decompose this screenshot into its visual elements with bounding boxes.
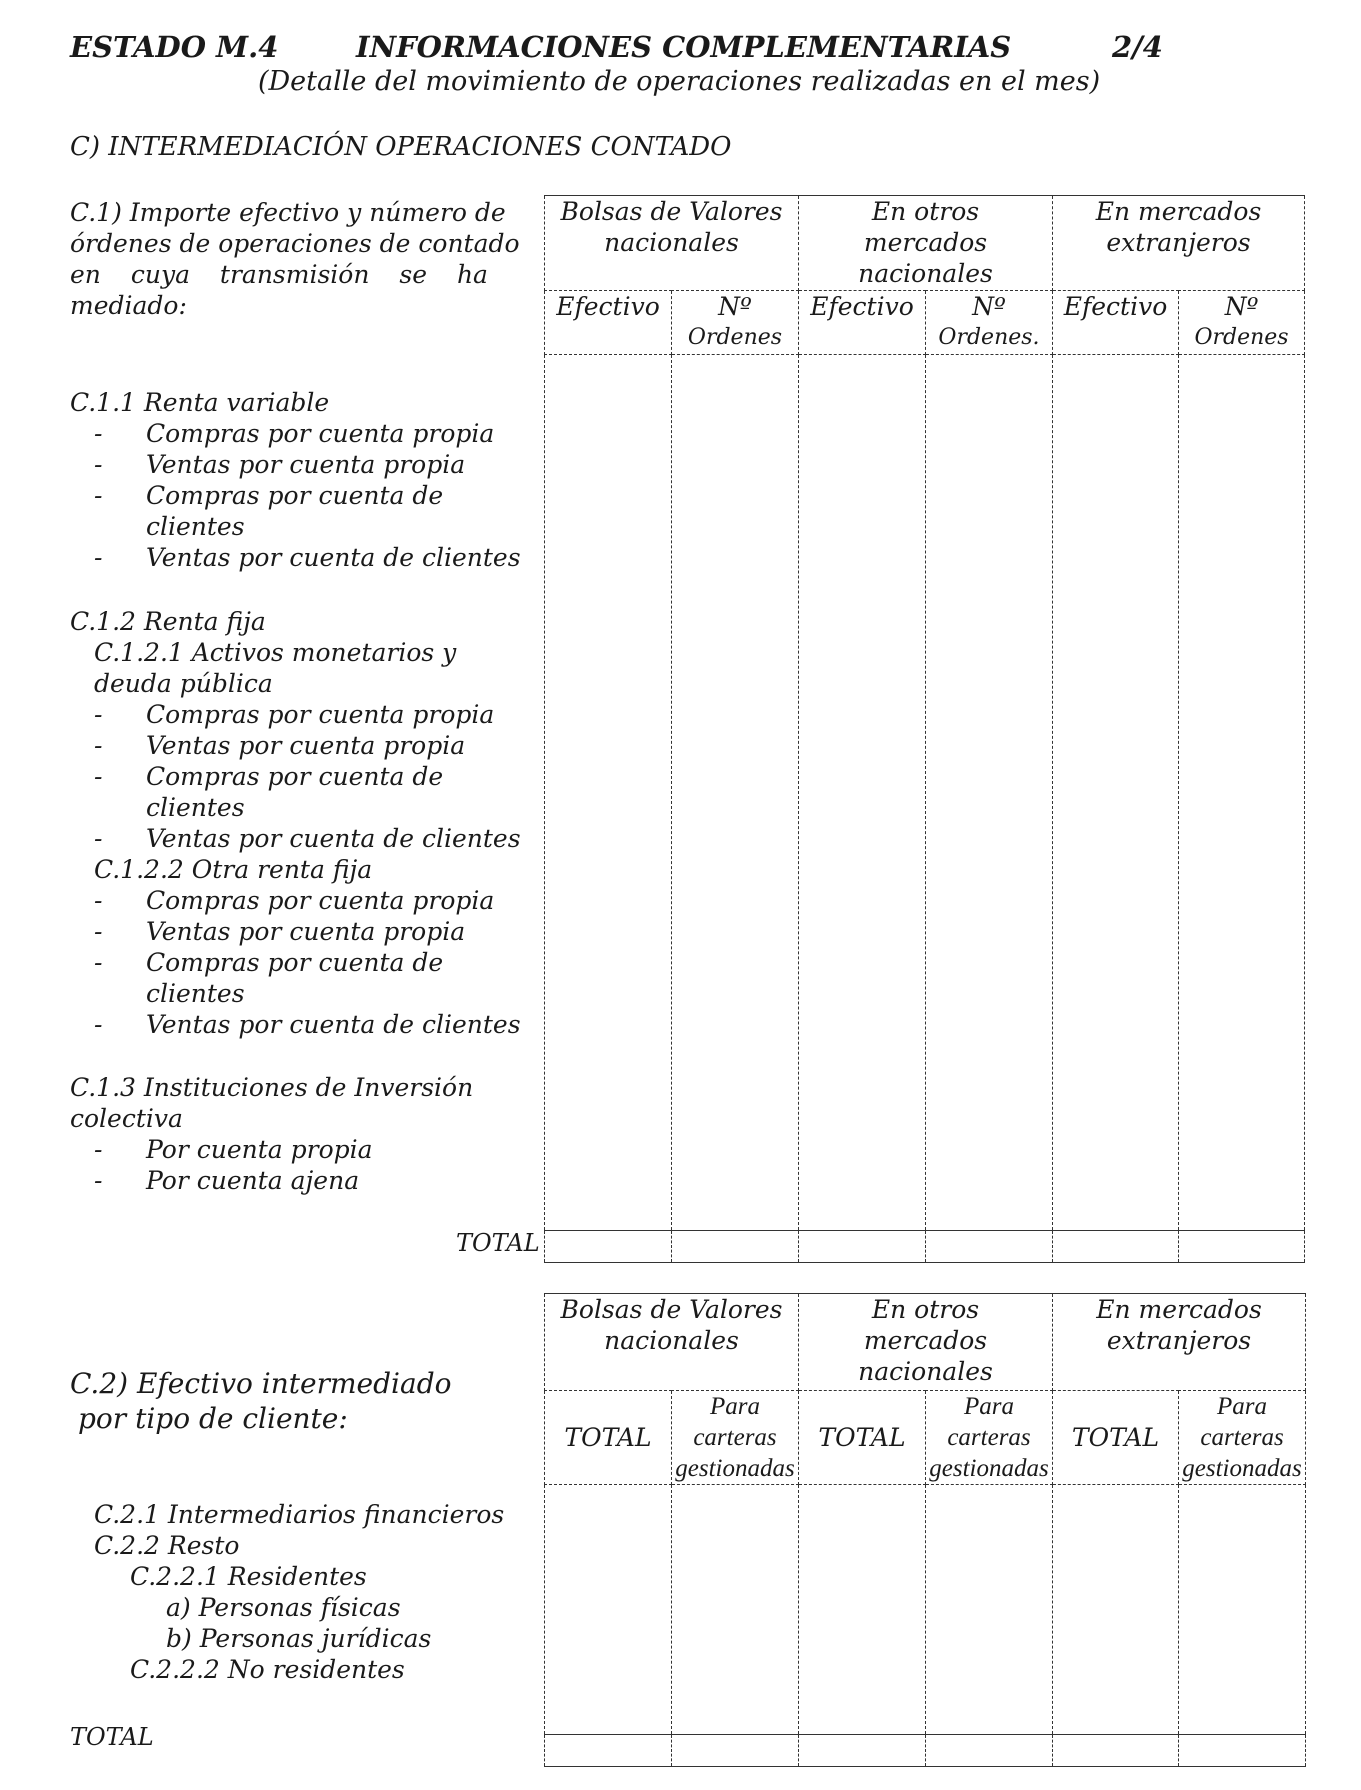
c1-header-otros xyxy=(799,196,1053,291)
c222-item: C.2.2.2 No residentes xyxy=(130,1655,405,1684)
c1-cell[interactable] xyxy=(926,355,1053,1231)
c2-total-row xyxy=(545,1735,1306,1767)
c1-cell[interactable] xyxy=(545,355,672,1231)
c1-cell[interactable] xyxy=(799,355,926,1231)
c1-total-cell[interactable] xyxy=(672,1231,799,1263)
c2-header-row xyxy=(545,1294,1306,1391)
c2-cell[interactable] xyxy=(926,1485,1053,1735)
c1-cell[interactable] xyxy=(1053,355,1179,1231)
c2-cell[interactable] xyxy=(545,1485,672,1735)
c122-heading: C.1.2.2 Otra renta fija xyxy=(94,855,373,884)
dash: - xyxy=(94,481,103,510)
dash: - xyxy=(94,762,103,791)
c2-header-extranjeros xyxy=(1053,1294,1306,1391)
c122-item-a: Compras por cuenta propia xyxy=(146,886,495,915)
c11-item-c-line1: Compras por cuenta de xyxy=(146,481,444,510)
c1-header-extranjeros xyxy=(1053,196,1305,291)
c2-sub-para-3-l2: carteras xyxy=(1200,1424,1284,1451)
c1-intro-line-3: en cuya transmisión se ha xyxy=(70,260,488,289)
c1-cell[interactable] xyxy=(1179,355,1305,1231)
c2-total-cell[interactable] xyxy=(672,1735,799,1767)
dash: - xyxy=(94,419,103,448)
c11-heading: C.1.1 Renta variable xyxy=(70,388,330,417)
c1-header-bolsas-l2: nacionales xyxy=(604,228,739,257)
c122-item-c-line2: clientes xyxy=(146,979,245,1008)
c1-sub-efectivo-1: Efectivo xyxy=(545,291,672,355)
c2-sub-para-2-l1: Para xyxy=(964,1393,1014,1420)
c1-header-extranjeros-l2: extranjeros xyxy=(1106,228,1251,257)
c1-total-row xyxy=(545,1231,1305,1263)
c2-sub-para-1 xyxy=(672,1391,799,1485)
c13-heading-line1: C.1.3 Instituciones de Inversión xyxy=(70,1073,474,1102)
c121-item-a: Compras por cuenta propia xyxy=(146,700,495,729)
dash: - xyxy=(94,824,103,853)
dash: - xyxy=(94,886,103,915)
c2-intro-line2: por tipo de cliente: xyxy=(78,1402,348,1435)
c2-sub-para-2 xyxy=(926,1391,1053,1485)
c1-total-cell[interactable] xyxy=(545,1231,672,1263)
c2-header-bolsas-l1: Bolsas de Valores xyxy=(560,1295,783,1324)
c12-heading: C.1.2 Renta fija xyxy=(70,607,266,636)
c121-item-c-line1: Compras por cuenta de xyxy=(146,762,444,791)
c1-total-cell[interactable] xyxy=(926,1231,1053,1263)
c2-header-extranjeros-l2: extranjeros xyxy=(1106,1326,1252,1355)
c1-total-cell[interactable] xyxy=(799,1231,926,1263)
c11-item-d: Ventas por cuenta de clientes xyxy=(146,543,521,572)
c2-header-otros xyxy=(799,1294,1053,1391)
c1-cell[interactable] xyxy=(672,355,799,1231)
c1-body-row xyxy=(545,355,1305,1231)
dash: - xyxy=(94,1166,103,1195)
document-title: INFORMACIONES COMPLEMENTARIAS xyxy=(356,30,1012,64)
c2-sub-para-1-l3: gestionadas xyxy=(675,1455,795,1482)
c2-subheader-row xyxy=(545,1391,1306,1485)
c2-sub-total-3: TOTAL xyxy=(1053,1391,1179,1485)
c2-intro-line1: C.2) Efectivo intermediado xyxy=(70,1367,452,1400)
c1-intro-line-2: órdenes de operaciones de contado xyxy=(70,229,520,258)
c1-sub-ordenes-1 xyxy=(672,291,799,355)
c121-heading-line1: C.1.2.1 Activos monetarios y xyxy=(94,638,457,667)
c121-heading-line2: deuda pública xyxy=(94,669,273,698)
c121-item-c-line2: clientes xyxy=(146,793,245,822)
c2-total-label: TOTAL xyxy=(70,1723,154,1751)
c1-sub-n-2: Nº xyxy=(972,292,1006,321)
c1-header-otros-l2: mercados xyxy=(863,228,988,257)
c2-total-cell[interactable] xyxy=(1179,1735,1306,1767)
dash: - xyxy=(94,948,103,977)
c1-header-bolsas-l1: Bolsas de Valores xyxy=(560,197,783,226)
c11-item-a: Compras por cuenta propia xyxy=(146,419,495,448)
c2-header-otros-l2: mercados xyxy=(863,1326,988,1355)
c1-total-cell[interactable] xyxy=(1053,1231,1179,1263)
c2-total-cell[interactable] xyxy=(799,1735,926,1767)
c121-item-b: Ventas por cuenta propia xyxy=(146,731,466,760)
c122-item-c-line1: Compras por cuenta de xyxy=(146,948,444,977)
c1-header-extranjeros-l1: En mercados xyxy=(1095,197,1262,226)
c221-b-item: b) Personas jurídicas xyxy=(166,1624,432,1653)
estado-code: ESTADO M.4 xyxy=(70,30,279,64)
c221-item: C.2.2.1 Residentes xyxy=(130,1562,367,1591)
c1-intro-line-1 xyxy=(70,197,538,228)
c221-a-item: a) Personas físicas xyxy=(166,1593,401,1622)
c122-item-b: Ventas por cuenta propia xyxy=(146,917,466,946)
c2-sub-para-3-l3: gestionadas xyxy=(1182,1455,1302,1482)
c2-sub-para-1-l2: carteras xyxy=(693,1424,777,1451)
c2-sub-para-3 xyxy=(1179,1391,1306,1485)
c1-sub-ordenes-text-2: Ordenes. xyxy=(938,325,1040,350)
c2-header-bolsas xyxy=(545,1294,799,1391)
c1-sub-ordenes-3 xyxy=(1179,291,1305,355)
c121-item-d: Ventas por cuenta de clientes xyxy=(146,824,521,853)
c1-sub-ordenes-text-3: Ordenes xyxy=(1194,325,1289,350)
c11-item-b: Ventas por cuenta propia xyxy=(146,450,466,479)
c1-sub-n-3: Nº xyxy=(1224,292,1259,321)
c21-item: C.2.1 Intermediarios financieros xyxy=(94,1500,505,1529)
dash: - xyxy=(94,1010,103,1039)
c2-sub-para-3-l1: Para xyxy=(1217,1393,1267,1420)
c1-sub-n-1: Nº xyxy=(718,292,752,321)
c13-item-b: Por cuenta ajena xyxy=(146,1166,360,1195)
c1-sub-ordenes-2 xyxy=(926,291,1053,355)
c2-sub-total-2: TOTAL xyxy=(799,1391,926,1485)
c2-body-row xyxy=(545,1485,1306,1735)
c2-cell[interactable] xyxy=(1179,1485,1306,1735)
c2-sub-para-2-l2: carteras xyxy=(947,1424,1031,1451)
document-subtitle: (Detalle del movimiento de operaciones realizadas en el mes) xyxy=(258,66,1101,97)
c1-subheader-row xyxy=(545,291,1305,355)
c2-cell[interactable] xyxy=(799,1485,926,1735)
c1-header-otros-l1: En otros xyxy=(871,197,980,226)
c2-sub-para-2-l3: gestionadas xyxy=(929,1455,1049,1482)
c1-total-label: TOTAL xyxy=(456,1229,540,1257)
c2-total-cell[interactable] xyxy=(1053,1735,1179,1767)
c2-sub-para-1-l1: Para xyxy=(710,1393,760,1420)
dash: - xyxy=(94,450,103,479)
c1-intro-text-1: C.1) Importe efectivo y número de xyxy=(70,198,506,227)
c1-header-bolsas xyxy=(545,196,799,291)
dash: - xyxy=(94,917,103,946)
c122-item-d: Ventas por cuenta de clientes xyxy=(146,1010,521,1039)
c2-total-cell[interactable] xyxy=(545,1735,672,1767)
c1-sub-efectivo-3: Efectivo xyxy=(1053,291,1179,355)
c13-heading-line2: colectiva xyxy=(70,1104,183,1133)
dash: - xyxy=(94,543,103,572)
c1-intro xyxy=(70,197,538,321)
dash: - xyxy=(94,1135,103,1164)
c1-intro-line-4: mediado: xyxy=(70,291,187,320)
c2-header-extranjeros-l1: En mercados xyxy=(1096,1295,1262,1324)
c2-cell[interactable] xyxy=(672,1485,799,1735)
section-title: C) INTERMEDIACIÓN OPERACIONES CONTADO xyxy=(70,132,732,162)
c1-header-row xyxy=(545,196,1305,291)
c2-table xyxy=(544,1293,1306,1767)
c2-cell[interactable] xyxy=(1053,1485,1179,1735)
c1-sub-efectivo-2: Efectivo xyxy=(799,291,926,355)
c22-item: C.2.2 Resto xyxy=(94,1531,240,1560)
c11-item-c-line2: clientes xyxy=(146,512,245,541)
c1-sub-ordenes-text-1: Ordenes xyxy=(687,325,783,350)
c2-sub-total-1: TOTAL xyxy=(545,1391,672,1485)
page-number: 2/4 xyxy=(1112,30,1163,64)
c2-header-otros-l1: En otros xyxy=(871,1295,980,1324)
c2-header-bolsas-l2: nacionales xyxy=(604,1326,739,1355)
c2-total-cell[interactable] xyxy=(926,1735,1053,1767)
c1-header-otros-l3: nacionales xyxy=(858,259,993,288)
c1-table xyxy=(544,195,1305,1263)
dash: - xyxy=(94,700,103,729)
dash: - xyxy=(94,731,103,760)
c2-header-otros-l3: nacionales xyxy=(858,1357,993,1386)
c1-total-cell[interactable] xyxy=(1179,1231,1305,1263)
c13-item-a: Por cuenta propia xyxy=(146,1135,373,1164)
